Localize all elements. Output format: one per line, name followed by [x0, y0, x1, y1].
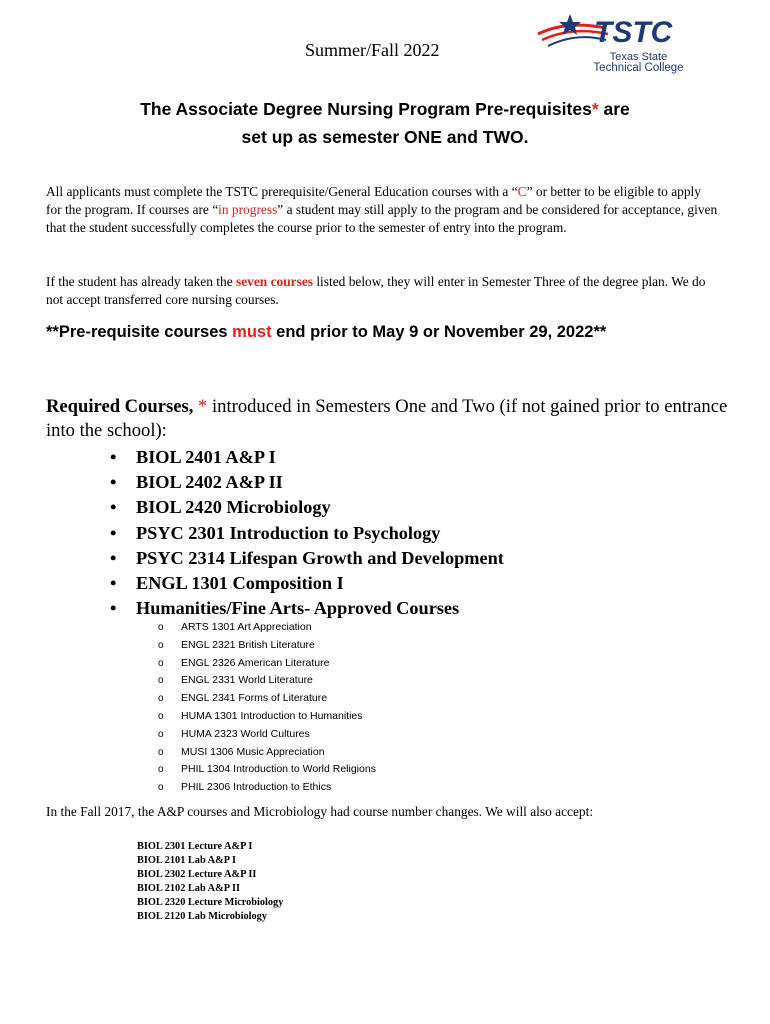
- logo-acronym: TSTC: [594, 16, 673, 49]
- list-item: [158, 672, 376, 690]
- course-name: HUMA 1301 Introduction to Humanities: [181, 709, 363, 722]
- course-name: PSYC 2314 Lifespan Growth and Development: [136, 547, 504, 568]
- title-line-2: set up as semester ONE and TWO.: [241, 127, 529, 147]
- semester-three-paragraph: [46, 273, 718, 309]
- must-highlight: must: [232, 323, 272, 341]
- intro-paragraph: [46, 183, 718, 237]
- list-item: [110, 521, 504, 546]
- title-text-end: are: [598, 99, 630, 119]
- deadline-text-b: end prior to May 9 or November 29, 2022**: [271, 323, 607, 341]
- list-item: [158, 637, 376, 655]
- star-swoosh-icon: [536, 12, 702, 52]
- tstc-logo: [536, 12, 702, 78]
- term-label: Summer/Fall 2022: [305, 40, 440, 60]
- list-item: [110, 571, 504, 596]
- list-item: BIOL 2101 Lab A&P I: [137, 855, 236, 866]
- deadline-notice: [46, 323, 726, 342]
- list-item: BIOL 2320 Lecture Microbiology: [137, 897, 284, 908]
- sub-bullet-icon: o: [158, 622, 164, 633]
- required-courses-text: introduced in Semesters One and Two (if not gained prior to entrance into the school):: [46, 396, 728, 441]
- course-name: ARTS 1301 Art Appreciation: [181, 621, 312, 633]
- list-item: [110, 546, 504, 571]
- page-title: [40, 95, 730, 151]
- deadline-text-a: **Pre-requisite courses: [46, 323, 233, 341]
- logo-line-1: Texas State: [609, 51, 668, 63]
- grade-c-highlight: C: [517, 184, 527, 199]
- list-item: BIOL 2120 Lab Microbiology: [137, 911, 267, 922]
- logo-line-2: Technical College: [593, 62, 684, 74]
- in-progress-highlight: in progress: [218, 202, 278, 217]
- semester-text-a: If the student has already taken the: [46, 274, 236, 289]
- course-name: BIOL 2401 A&P I: [136, 447, 276, 467]
- semester-text-b: listed below, they will enter in Semester Three of the degree plan. We do not accept transferred core nursing courses.: [46, 274, 706, 307]
- sub-bullet-icon: o: [158, 746, 164, 758]
- sub-bullet-icon: o: [158, 657, 164, 669]
- list-item: [158, 761, 376, 779]
- sub-bullet-icon: o: [158, 782, 164, 794]
- bullet-icon: •: [110, 497, 117, 518]
- course-name: PHIL 1304 Introduction to World Religions: [181, 763, 376, 776]
- sub-bullet-icon: o: [158, 675, 164, 687]
- title-text: The Associate Degree Nursing Program Pre-requisites: [140, 99, 592, 119]
- course-name: ENGL 2341 Forms of Literature: [181, 692, 328, 705]
- list-item: [110, 596, 504, 621]
- list-item: [110, 495, 504, 520]
- list-item: [110, 445, 504, 470]
- course-name: MUSI 1306 Music Appreciation: [181, 745, 325, 758]
- course-name: BIOL 2420 Microbiology: [136, 497, 331, 518]
- bullet-icon: •: [110, 522, 117, 543]
- title-line-1: [40, 95, 730, 123]
- course-change-note: In the Fall 2017, the A&P courses and Microbiology had course number changes. We will also accept:: [46, 804, 594, 819]
- intro-text-a: All applicants must complete the TSTC prerequisite/General Education courses with a “: [46, 184, 518, 199]
- bullet-icon: •: [110, 573, 117, 594]
- required-course-list: [110, 445, 504, 621]
- intro-text-b: ” or better to be eligible to apply for the program. If courses are “: [46, 184, 701, 217]
- required-courses-intro: [46, 395, 746, 443]
- seven-courses-highlight: seven courses: [236, 274, 313, 289]
- bullet-icon: •: [110, 472, 117, 493]
- list-item: [158, 655, 376, 673]
- course-name: ENGL 2326 American Literature: [181, 656, 330, 669]
- title-asterisk: *: [591, 99, 599, 119]
- list-item: [158, 690, 376, 708]
- bullet-icon: •: [110, 598, 117, 619]
- course-name: HUMA 2323 World Cultures: [181, 727, 310, 740]
- course-name: PSYC 2301 Introduction to Psychology: [136, 522, 441, 543]
- sub-bullet-icon: o: [158, 639, 164, 651]
- course-name: ENGL 2321 British Literature: [181, 638, 315, 651]
- sub-bullet-icon: o: [158, 764, 164, 776]
- list-item: [158, 779, 376, 797]
- required-courses-label: Required Courses,: [46, 396, 194, 417]
- course-name: Humanities/Fine Arts- Approved Courses: [136, 598, 460, 619]
- course-name: PHIL 2306 Introduction to Ethics: [181, 781, 332, 794]
- list-item: BIOL 2102 Lab A&P II: [137, 883, 240, 894]
- list-item: BIOL 2302 Lecture A&P II: [137, 869, 257, 880]
- sub-bullet-icon: o: [158, 693, 164, 705]
- sub-bullet-icon: o: [158, 710, 164, 722]
- bullet-icon: •: [110, 547, 117, 568]
- list-item: [158, 726, 376, 744]
- accepted-course-list: [137, 840, 283, 924]
- sub-bullet-icon: o: [158, 728, 164, 740]
- list-item: [158, 619, 376, 637]
- list-item: [158, 744, 376, 762]
- list-item: [158, 708, 376, 726]
- intro-text-c: ” a student may still apply to the program and be considered for acceptance, given that the student successfully completes the course prior to the semester of entry into the program.: [46, 202, 718, 235]
- course-name: ENGL 2331 World Literature: [181, 674, 313, 687]
- required-asterisk: *: [193, 396, 208, 417]
- list-item: [110, 470, 504, 495]
- humanities-course-list: [158, 619, 376, 797]
- course-name: ENGL 1301 Composition I: [136, 573, 344, 594]
- course-name: BIOL 2402 A&P II: [136, 472, 283, 493]
- list-item: BIOL 2301 Lecture A&P I: [137, 841, 253, 852]
- bullet-icon: •: [110, 447, 117, 467]
